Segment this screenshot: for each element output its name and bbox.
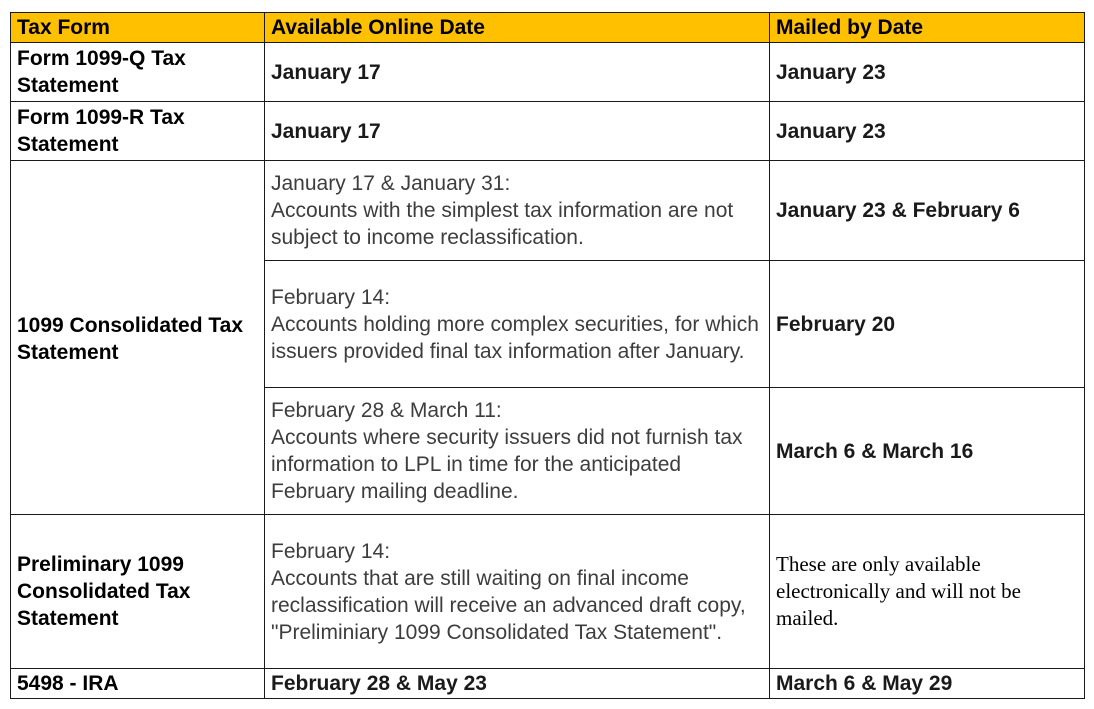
table-row xyxy=(11,161,1085,261)
online-date: February 28 & March 11: xyxy=(271,399,502,422)
online-date: January 17 & January 31: xyxy=(271,172,511,195)
table-row xyxy=(11,669,1085,699)
date-description: Accounts holding more complex securities, for which issuers provided final tax information after January. xyxy=(271,312,759,363)
online-date-cell xyxy=(265,388,770,515)
header-tax-form: Tax Form xyxy=(11,13,265,43)
tax-form-table xyxy=(10,12,1085,699)
table-row xyxy=(11,43,1085,102)
mailed-note: These are only available electronically and will not be mailed. xyxy=(770,515,1085,669)
date-description: Accounts where security issuers did not furnish tax information to LPL in time for the anticipated February mailing deadline. xyxy=(271,426,743,503)
header-online-date: Available Online Date xyxy=(265,13,770,43)
online-date-cell xyxy=(265,161,770,261)
form-name: Form 1099-R Tax Statement xyxy=(11,102,265,161)
header-row xyxy=(11,13,1085,43)
mailed-date: March 6 & May 29 xyxy=(770,669,1085,699)
online-date-cell xyxy=(265,515,770,669)
online-date: February 14: xyxy=(271,539,391,563)
form-name: Form 1099-Q Tax Statement xyxy=(11,43,265,102)
form-name: 5498 - IRA xyxy=(11,669,265,699)
table-row xyxy=(11,102,1085,161)
mailed-date: January 23 & February 6 xyxy=(770,161,1085,261)
online-date: February 28 & May 23 xyxy=(265,669,770,699)
online-date: January 17 xyxy=(265,43,770,102)
form-name: Preliminary 1099 Consolidated Tax Statement xyxy=(11,515,265,669)
online-date: January 17 xyxy=(265,102,770,161)
form-name: 1099 Consolidated Tax Statement xyxy=(11,161,265,515)
mailed-date: January 23 xyxy=(770,102,1085,161)
online-date-cell xyxy=(265,261,770,388)
online-date: February 14: xyxy=(271,285,391,309)
header-mailed-date: Mailed by Date xyxy=(770,13,1085,43)
mailed-date: March 6 & March 16 xyxy=(770,388,1085,515)
table-row xyxy=(11,515,1085,669)
date-description: Accounts with the simplest tax information are not subject to income reclassification. xyxy=(271,199,734,249)
mailed-date: January 23 xyxy=(770,43,1085,102)
mailed-date: February 20 xyxy=(770,261,1085,388)
date-description: Accounts that are still waiting on final income reclassification will receive an advanced draft copy, "Preliminiary 1099 Consolidated Tax Statement". xyxy=(271,566,746,644)
